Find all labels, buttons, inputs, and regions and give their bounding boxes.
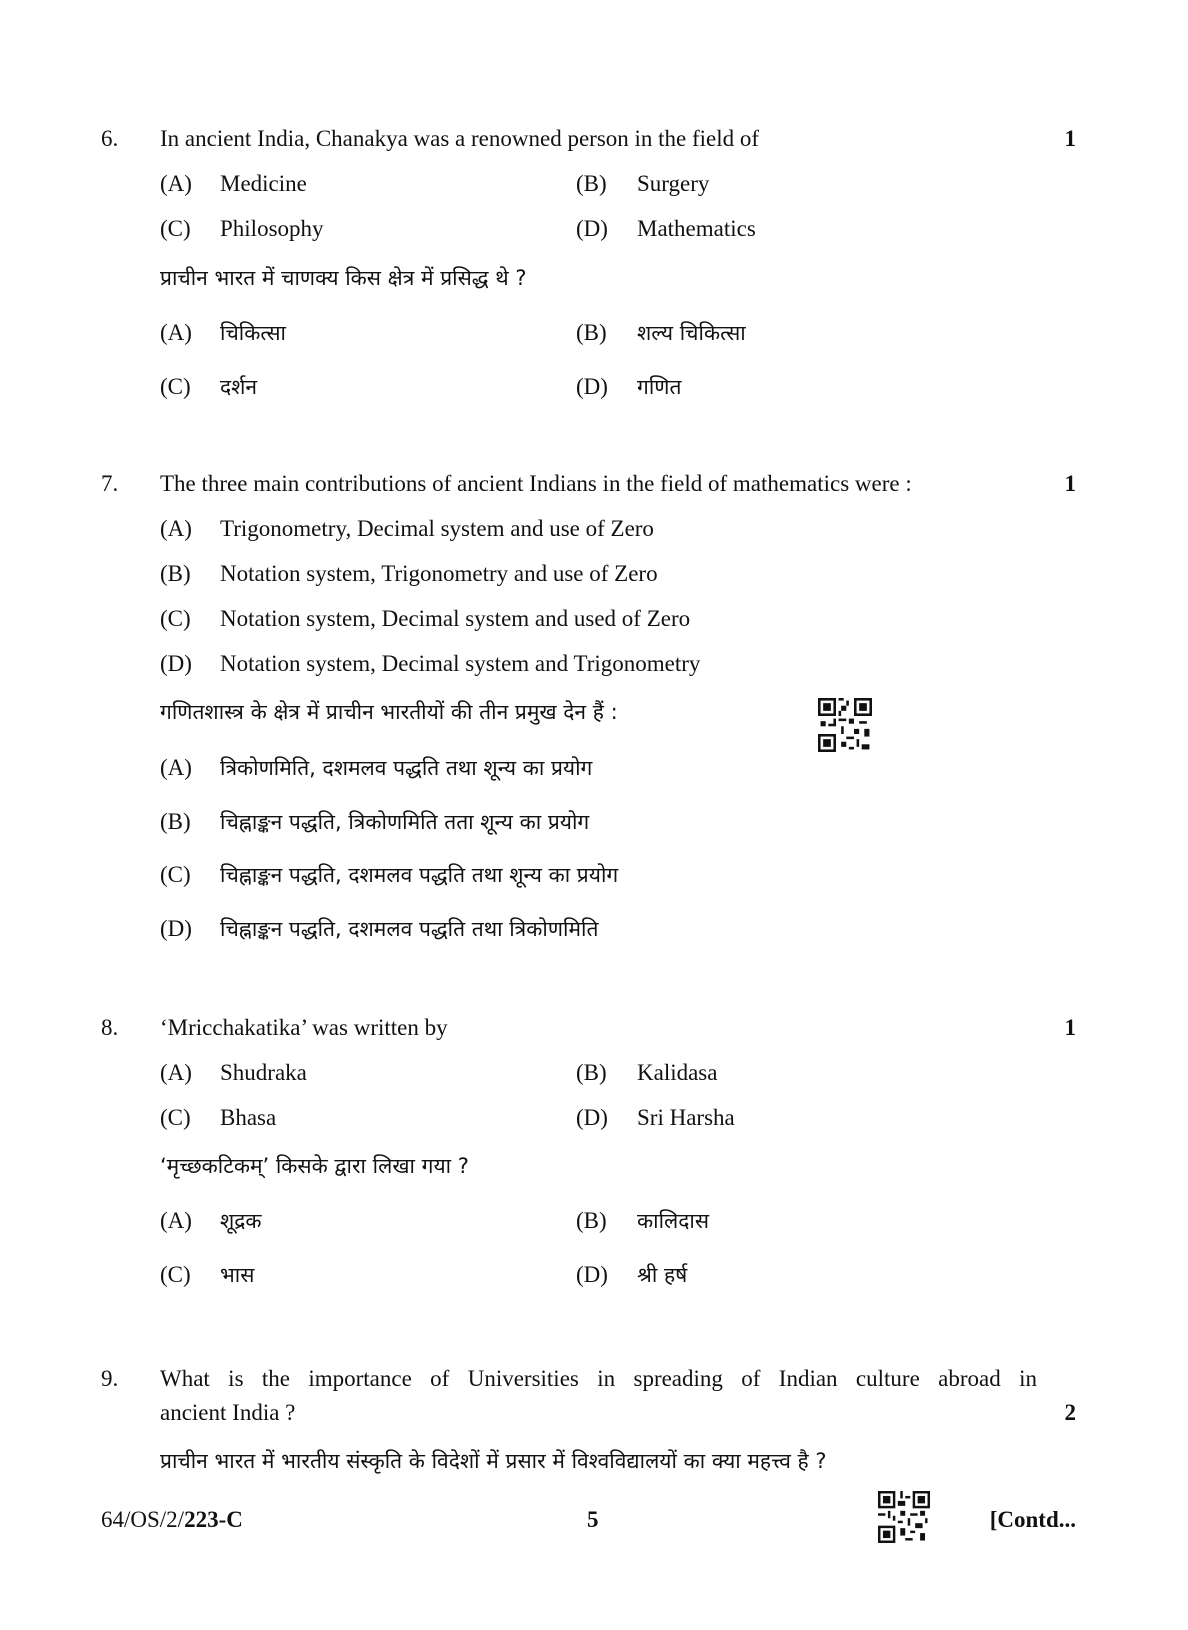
- q7-hi-opt-a-label: (A): [160, 755, 192, 780]
- q6-opt-c-text: Philosophy: [220, 216, 324, 241]
- paper-code-set: 223-C: [184, 1507, 243, 1532]
- q8-opt-a-label: (A): [160, 1060, 192, 1085]
- q8-opt-c-text: Bhasa: [220, 1105, 277, 1130]
- q8-text-en: ‘Mricchakatika’ was written by: [160, 1015, 448, 1040]
- q8-text-hi: ‘मृच्छकटिकम्’ किसके द्वारा लिखा गया ?: [160, 1154, 469, 1178]
- q8-opt-d-label: (D): [576, 1105, 608, 1130]
- q9-text-hi: प्राचीन भारत में भारतीय संस्कृति के विदेशों में प्रसार में विश्वविद्यालयों का क्या महत्त्व है ?: [160, 1449, 827, 1473]
- q8-hi-opt-d-label: (D): [576, 1262, 608, 1287]
- q7-opt-c-text: Notation system, Decimal system and used of Zero: [220, 606, 691, 631]
- footer-qr-code-icon: [878, 1491, 930, 1543]
- q8-opt-b-text: Kalidasa: [637, 1060, 718, 1085]
- q6-number: 6.: [101, 126, 119, 151]
- continued-label: [Contd...: [989, 1507, 1076, 1532]
- q7-hi-opt-a-text: त्रिकोणमिति, दशमलव पद्धति तथा शून्य का प्रयोग: [220, 756, 593, 780]
- q7-opt-b-label: (B): [160, 561, 191, 586]
- q8-hi-opt-b-label: (B): [576, 1208, 607, 1233]
- q7-hi-opt-c-label: (C): [160, 862, 191, 887]
- q7-text-hi: गणितशास्त्र के क्षेत्र में प्राचीन भारतीयों की तीन प्रमुख देन हैं :: [160, 700, 618, 724]
- q7-hi-opt-d-label: (D): [160, 916, 192, 941]
- q6-opt-b-text: Surgery: [637, 171, 710, 196]
- q8-opt-d-text: Sri Harsha: [637, 1105, 735, 1130]
- q7-opt-d-label: (D): [160, 651, 192, 676]
- q6-opt-a-text: Medicine: [220, 171, 307, 196]
- q6-hi-opt-d-text: गणित: [637, 375, 682, 399]
- q8-hi-opt-c-label: (C): [160, 1262, 191, 1287]
- q8-number: 8.: [101, 1015, 119, 1040]
- q7-number: 7.: [101, 471, 119, 496]
- q6-hi-opt-c-label: (C): [160, 374, 191, 399]
- q8-hi-opt-a-text: शूद्रक: [220, 1209, 262, 1233]
- qr-code-icon: [818, 698, 872, 752]
- q6-opt-b-label: (B): [576, 171, 607, 196]
- q9-text-en-line2: ancient India ?: [160, 1400, 296, 1425]
- q9-marks: 2: [1064, 1400, 1076, 1425]
- q8-hi-opt-c-text: भास: [220, 1263, 255, 1287]
- page-number: 5: [587, 1507, 599, 1532]
- q6-hi-opt-d-label: (D): [576, 374, 608, 399]
- q7-opt-a-text: Trigonometry, Decimal system and use of Zero: [220, 516, 654, 541]
- q6-hi-opt-a-label: (A): [160, 320, 192, 345]
- q8-opt-b-label: (B): [576, 1060, 607, 1085]
- q6-opt-a-label: (A): [160, 171, 192, 196]
- q7-opt-b-text: Notation system, Trigonometry and use of Zero: [220, 561, 658, 586]
- q8-hi-opt-a-label: (A): [160, 1208, 192, 1233]
- q8-marks: 1: [1064, 1015, 1076, 1040]
- q6-opt-c-label: (C): [160, 216, 191, 241]
- q7-hi-opt-d-text: चिह्नाङ्कन पद्धति, दशमलव पद्धति तथा त्रिकोणमिति: [220, 917, 599, 941]
- q6-hi-opt-c-text: दर्शन: [220, 375, 258, 399]
- q7-opt-d-text: Notation system, Decimal system and Trigonometry: [220, 651, 701, 676]
- q7-hi-opt-b-label: (B): [160, 809, 191, 834]
- q8-hi-opt-d-text: श्री हर्ष: [637, 1263, 688, 1287]
- paper-code: [101, 1505, 243, 1535]
- q9-text-en-line1: What is the importance of Universities in spreading of Indian culture abroad in: [160, 1366, 1037, 1391]
- q6-text-en: In ancient India, Chanakya was a renowned person in the field of: [160, 126, 760, 151]
- q6-hi-opt-b-text: शल्य चिकित्सा: [637, 321, 746, 345]
- q9-number: 9.: [101, 1366, 119, 1391]
- q7-text-en: The three main contributions of ancient Indians in the field of mathematics were :: [160, 471, 912, 496]
- q6-hi-opt-a-text: चिकित्सा: [220, 321, 286, 345]
- q7-opt-c-label: (C): [160, 606, 191, 631]
- q7-hi-opt-b-text: चिह्नाङ्कन पद्धति, त्रिकोणमिति तता शून्य का प्रयोग: [220, 810, 590, 834]
- q6-opt-d-text: Mathematics: [637, 216, 756, 241]
- q7-hi-opt-c-text: चिह्नाङ्कन पद्धति, दशमलव पद्धति तथा शून्य का प्रयोग: [220, 863, 619, 887]
- q6-opt-d-label: (D): [576, 216, 608, 241]
- paper-code-prefix: 64/OS/2/: [101, 1507, 185, 1532]
- q7-marks: 1: [1064, 471, 1076, 496]
- q6-text-hi: प्राचीन भारत में चाणक्य किस क्षेत्र में प्रसिद्ध थे ?: [160, 266, 527, 290]
- q6-hi-opt-b-label: (B): [576, 320, 607, 345]
- q8-hi-opt-b-text: कालिदास: [637, 1209, 710, 1233]
- q7-opt-a-label: (A): [160, 516, 192, 541]
- q8-opt-a-text: Shudraka: [220, 1060, 307, 1085]
- q8-opt-c-label: (C): [160, 1105, 191, 1130]
- q6-marks: 1: [1064, 126, 1076, 151]
